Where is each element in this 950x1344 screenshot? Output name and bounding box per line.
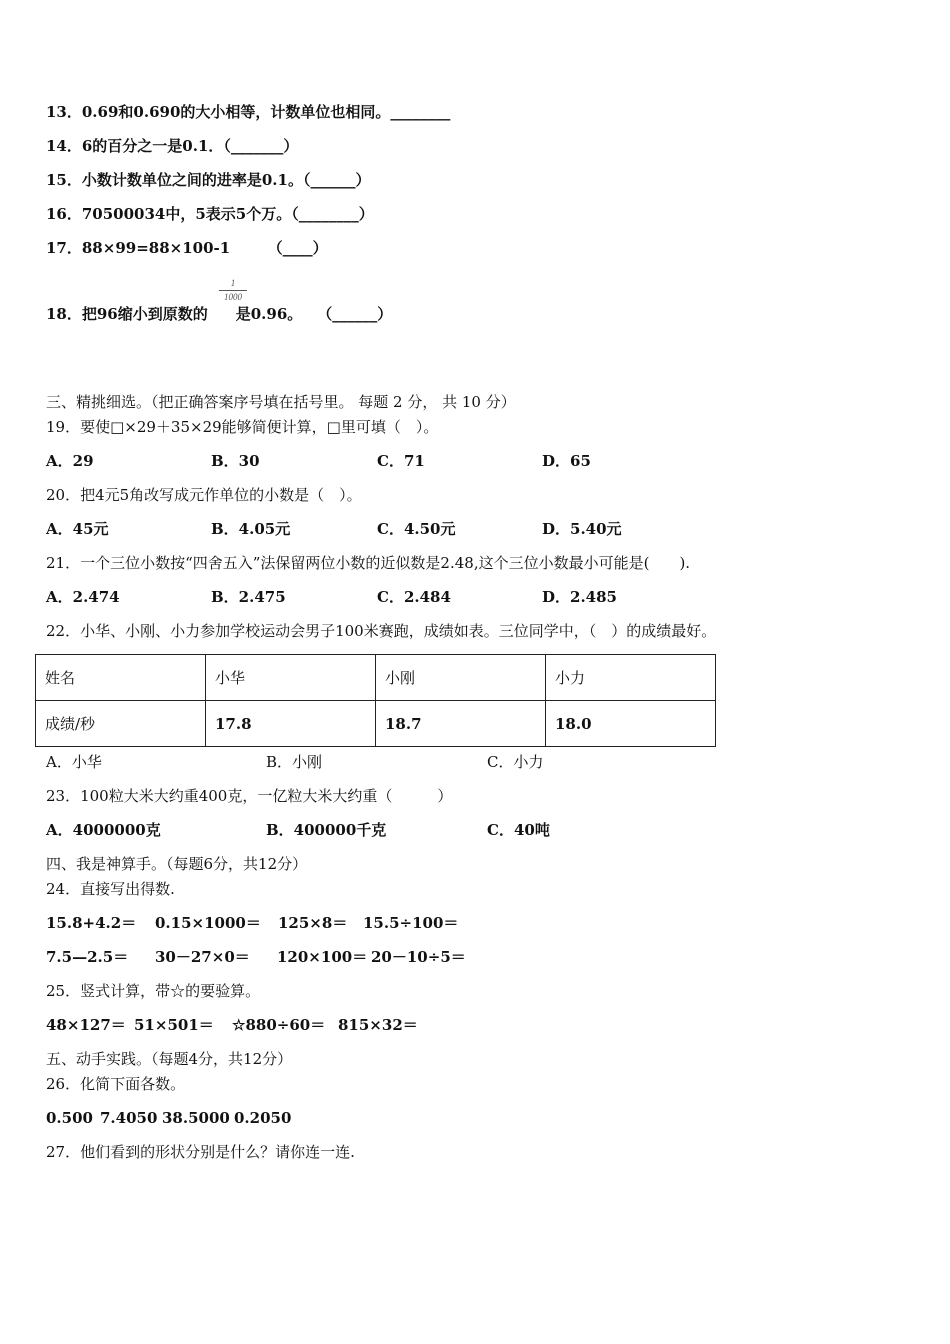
q24-item: 15.5÷100＝ (363, 914, 459, 932)
question-21: 21．一个三位小数按“四舍五入”法保留两位小数的近似数是2.48,这个三位小数最小可能是( ). (46, 554, 691, 572)
q21-option-c: C．2.484 (377, 588, 451, 606)
section-3-title: 三、精挑细选。（把正确答案序号填在括号里。 每题 2 分， 共 10 分） (46, 393, 516, 411)
q26-item: 38.5000 (162, 1109, 230, 1127)
q21-option-a: A．2.474 (46, 588, 120, 606)
race-results-table (35, 654, 716, 747)
q22-option-a: A．小华 (46, 753, 102, 771)
q22-option-b: B．小刚 (266, 753, 323, 771)
question-13: 13．0.69和0.690的大小相等，计数单位也相同。________ (46, 103, 451, 121)
q20-option-c: C．4.50元 (377, 520, 456, 538)
fraction-denominator: 1000 (224, 292, 242, 302)
q22-option-c: C．小力 (487, 753, 544, 771)
question-19: 19．要使□×29＋35×29能够简便计算，□里可填（ ）。 (46, 418, 439, 436)
question-18-suffix: 是0.96。 （______） (235, 305, 393, 323)
table-header-row (36, 655, 716, 701)
q24-item: 120×100＝ (277, 948, 368, 966)
question-15: 15．小数计数单位之间的进率是0.1。（______） (46, 171, 371, 189)
question-24: 24．直接写出得数. (46, 880, 175, 898)
q19-option-c: C．71 (377, 452, 425, 470)
table-cell: 18.0 (546, 701, 716, 747)
fraction-one-thousandth (219, 278, 247, 303)
q24-item: 0.15×1000＝ (155, 914, 261, 932)
q20-option-a: A．45元 (46, 520, 109, 538)
question-25: 25．竖式计算，带☆的要验算。 (46, 982, 261, 1000)
question-22: 22．小华、小刚、小力参加学校运动会男子100米赛跑，成绩如表。三位同学中，（ ）的成绩最好。 (46, 622, 717, 640)
q20-option-d: D．5.40元 (542, 520, 622, 538)
question-14: 14．6的百分之一是0.1．（_______） (46, 137, 299, 155)
q20-option-b: B．4.05元 (211, 520, 291, 538)
section-4-title: 四、我是神算手。（每题6分，共12分） (46, 855, 308, 873)
q19-option-a: A．29 (46, 452, 94, 470)
question-27: 27．他们看到的形状分别是什么？请你连一连. (46, 1143, 355, 1161)
question-23: 23．100粒大米大约重400克，一亿粒大米大约重（ ） (46, 787, 453, 805)
question-20: 20．把4元5角改写成元作单位的小数是（ ）。 (46, 486, 362, 504)
question-18-prefix: 18．把96缩小到原数的 (46, 305, 208, 323)
table-cell: 小华 (206, 655, 376, 701)
q23-option-a: A．4000000克 (46, 821, 161, 839)
table-row (36, 701, 716, 747)
question-26: 26．化简下面各数。 (46, 1075, 186, 1093)
q23-option-c: C．40吨 (487, 821, 550, 839)
q26-item: 0.2050 (234, 1109, 292, 1127)
q25-item: 815×32＝ (338, 1016, 418, 1034)
fraction-numerator: 1 (230, 278, 236, 288)
q24-item: 20－10÷5＝ (371, 948, 466, 966)
question-16: 16．70500034中，5表示5个万。（________） (46, 205, 374, 223)
q26-item: 0.500 (46, 1109, 93, 1127)
question-17: 17．88×99=88×100-1 （____） (46, 239, 328, 257)
section-5-title: 五、动手实践。（每题4分，共12分） (46, 1050, 293, 1068)
q21-option-b: B．2.475 (211, 588, 286, 606)
q25-item: ☆880÷60＝ (232, 1016, 326, 1034)
question-18 (46, 304, 392, 324)
q21-option-d: D．2.485 (542, 588, 617, 606)
q24-item: 125×8＝ (278, 914, 348, 932)
q25-item: 51×501＝ (134, 1016, 214, 1034)
q25-item: 48×127＝ (46, 1016, 126, 1034)
q24-item: 15.8+4.2＝ (46, 914, 137, 932)
q26-item: 7.4050 (100, 1109, 158, 1127)
table-cell: 18.7 (376, 701, 546, 747)
q23-option-b: B．400000千克 (266, 821, 387, 839)
q19-option-d: D．65 (542, 452, 591, 470)
table-cell: 成绩/秒 (36, 701, 206, 747)
q24-item: 7.5—2.5＝ (46, 948, 129, 966)
q24-item: 30－27×0＝ (155, 948, 250, 966)
table-cell: 小力 (546, 655, 716, 701)
table-cell: 小刚 (376, 655, 546, 701)
table-cell: 姓名 (36, 655, 206, 701)
table-cell: 17.8 (206, 701, 376, 747)
q19-option-b: B．30 (211, 452, 260, 470)
